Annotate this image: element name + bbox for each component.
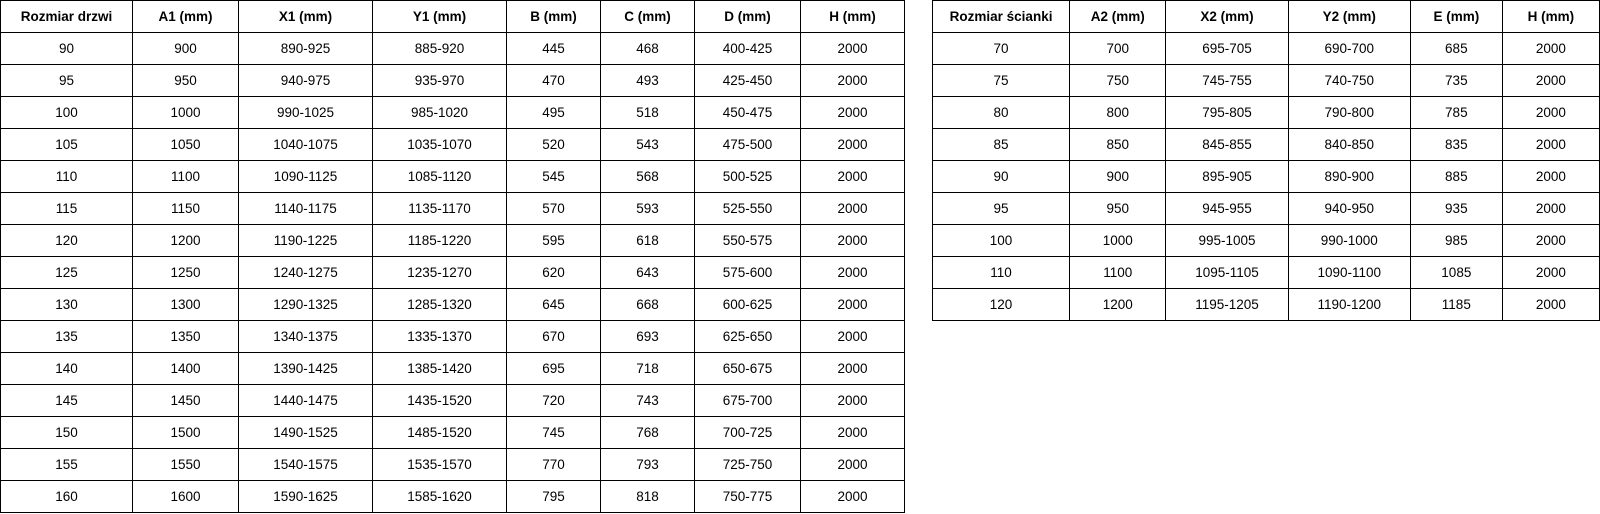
doors-cell: 495 [507,97,601,129]
doors-cell: 700-725 [695,417,801,449]
walls-cell: 995-1005 [1166,225,1288,257]
doors-cell: 1435-1520 [373,385,507,417]
doors-cell: 890-925 [239,33,373,65]
doors-cell: 475-500 [695,129,801,161]
doors-cell: 125 [1,257,133,289]
doors-cell: 2000 [801,97,905,129]
doors-cell: 500-525 [695,161,801,193]
table-header-row [933,1,1600,33]
walls-column-header: Rozmiar ścianki [933,1,1070,33]
walls-dimensions-table [932,0,1600,321]
doors-cell: 575-600 [695,257,801,289]
doors-cell: 718 [601,353,695,385]
doors-cell: 670 [507,321,601,353]
doors-cell: 1440-1475 [239,385,373,417]
doors-column-header: H (mm) [801,1,905,33]
table-row [1,321,905,353]
doors-cell: 115 [1,193,133,225]
doors-cell: 990-1025 [239,97,373,129]
doors-cell: 1050 [133,129,239,161]
walls-cell: 2000 [1502,97,1599,129]
walls-cell: 695-705 [1166,33,1288,65]
doors-cell: 2000 [801,353,905,385]
walls-cell: 1090-1100 [1288,257,1410,289]
walls-table-container [932,0,1600,321]
doors-cell: 1240-1275 [239,257,373,289]
walls-cell: 890-900 [1288,161,1410,193]
doors-cell: 95 [1,65,133,97]
table-row [933,225,1600,257]
doors-cell: 675-700 [695,385,801,417]
walls-cell: 85 [933,129,1070,161]
doors-cell: 1385-1420 [373,353,507,385]
doors-cell: 645 [507,289,601,321]
walls-cell: 900 [1070,161,1166,193]
doors-cell: 2000 [801,129,905,161]
doors-table-head [1,1,905,33]
table-row [1,193,905,225]
doors-cell: 950 [133,65,239,97]
doors-cell: 1085-1120 [373,161,507,193]
doors-cell: 2000 [801,417,905,449]
doors-cell: 445 [507,33,601,65]
doors-cell: 105 [1,129,133,161]
walls-cell: 1000 [1070,225,1166,257]
table-row [1,65,905,97]
table-row [1,353,905,385]
doors-cell: 1400 [133,353,239,385]
doors-cell: 2000 [801,289,905,321]
doors-cell: 770 [507,449,601,481]
walls-cell: 2000 [1502,65,1599,97]
walls-cell: 95 [933,193,1070,225]
walls-cell: 1190-1200 [1288,289,1410,321]
doors-cell: 1585-1620 [373,481,507,513]
doors-cell: 1035-1070 [373,129,507,161]
doors-cell: 668 [601,289,695,321]
walls-cell: 2000 [1502,161,1599,193]
doors-cell: 100 [1,97,133,129]
doors-cell: 2000 [801,449,905,481]
table-row [933,33,1600,65]
walls-cell: 80 [933,97,1070,129]
doors-cell: 2000 [801,321,905,353]
doors-cell: 1235-1270 [373,257,507,289]
walls-cell: 1200 [1070,289,1166,321]
walls-cell: 745-755 [1166,65,1288,97]
doors-cell: 643 [601,257,695,289]
doors-column-header: B (mm) [507,1,601,33]
doors-cell: 1090-1125 [239,161,373,193]
doors-column-header: X1 (mm) [239,1,373,33]
doors-cell: 1485-1520 [373,417,507,449]
doors-column-header: C (mm) [601,1,695,33]
doors-cell: 470 [507,65,601,97]
table-header-row [1,1,905,33]
doors-cell: 2000 [801,65,905,97]
doors-cell: 493 [601,65,695,97]
doors-cell: 1450 [133,385,239,417]
doors-cell: 725-750 [695,449,801,481]
table-row [1,449,905,481]
walls-cell: 100 [933,225,1070,257]
doors-cell: 1590-1625 [239,481,373,513]
doors-cell: 90 [1,33,133,65]
walls-cell: 685 [1410,33,1502,65]
doors-cell: 160 [1,481,133,513]
doors-cell: 620 [507,257,601,289]
doors-column-header: Rozmiar drzwi [1,1,133,33]
walls-cell: 75 [933,65,1070,97]
doors-cell: 2000 [801,193,905,225]
doors-cell: 625-650 [695,321,801,353]
doors-cell: 450-475 [695,97,801,129]
table-row [1,385,905,417]
doors-cell: 1150 [133,193,239,225]
walls-table-head [933,1,1600,33]
doors-cell: 1185-1220 [373,225,507,257]
doors-cell: 1250 [133,257,239,289]
walls-cell: 940-950 [1288,193,1410,225]
table-row [1,481,905,513]
doors-cell: 1340-1375 [239,321,373,353]
doors-cell: 1140-1175 [239,193,373,225]
doors-cell: 568 [601,161,695,193]
doors-cell: 1290-1325 [239,289,373,321]
walls-cell: 945-955 [1166,193,1288,225]
doors-cell: 2000 [801,225,905,257]
doors-cell: 595 [507,225,601,257]
doors-cell: 545 [507,161,601,193]
doors-cell: 618 [601,225,695,257]
walls-cell: 850 [1070,129,1166,161]
table-row [1,97,905,129]
doors-cell: 768 [601,417,695,449]
walls-cell: 2000 [1502,129,1599,161]
doors-cell: 1350 [133,321,239,353]
doors-cell: 1540-1575 [239,449,373,481]
doors-cell: 940-975 [239,65,373,97]
walls-cell: 2000 [1502,193,1599,225]
doors-table-body [1,33,905,513]
doors-cell: 900 [133,33,239,65]
table-row [933,161,1600,193]
walls-cell: 885 [1410,161,1502,193]
walls-cell: 70 [933,33,1070,65]
table-row [1,129,905,161]
table-row [1,417,905,449]
table-row [933,257,1600,289]
walls-cell: 90 [933,161,1070,193]
walls-cell: 935 [1410,193,1502,225]
walls-column-header: H (mm) [1502,1,1599,33]
doors-column-header: Y1 (mm) [373,1,507,33]
walls-cell: 1100 [1070,257,1166,289]
doors-cell: 525-550 [695,193,801,225]
walls-cell: 845-855 [1166,129,1288,161]
doors-cell: 743 [601,385,695,417]
doors-cell: 543 [601,129,695,161]
doors-cell: 1550 [133,449,239,481]
doors-cell: 593 [601,193,695,225]
doors-column-header: A1 (mm) [133,1,239,33]
doors-cell: 1200 [133,225,239,257]
doors-cell: 550-575 [695,225,801,257]
table-row [1,257,905,289]
walls-cell: 840-850 [1288,129,1410,161]
doors-cell: 135 [1,321,133,353]
table-row [933,289,1600,321]
walls-cell: 790-800 [1288,97,1410,129]
doors-cell: 695 [507,353,601,385]
doors-cell: 1285-1320 [373,289,507,321]
doors-cell: 400-425 [695,33,801,65]
walls-cell: 950 [1070,193,1166,225]
walls-cell: 895-905 [1166,161,1288,193]
doors-cell: 518 [601,97,695,129]
table-row [933,97,1600,129]
walls-column-header: E (mm) [1410,1,1502,33]
walls-cell: 985 [1410,225,1502,257]
doors-cell: 2000 [801,33,905,65]
doors-cell: 795 [507,481,601,513]
doors-cell: 520 [507,129,601,161]
walls-cell: 1095-1105 [1166,257,1288,289]
table-row [933,129,1600,161]
walls-cell: 2000 [1502,33,1599,65]
table-row [1,161,905,193]
table-row [1,289,905,321]
doors-cell: 1390-1425 [239,353,373,385]
doors-cell: 650-675 [695,353,801,385]
doors-cell: 140 [1,353,133,385]
doors-cell: 935-970 [373,65,507,97]
doors-cell: 1535-1570 [373,449,507,481]
doors-cell: 110 [1,161,133,193]
doors-cell: 885-920 [373,33,507,65]
walls-column-header: X2 (mm) [1166,1,1288,33]
doors-cell: 1600 [133,481,239,513]
walls-cell: 990-1000 [1288,225,1410,257]
doors-column-header: D (mm) [695,1,801,33]
doors-cell: 793 [601,449,695,481]
doors-cell: 468 [601,33,695,65]
walls-cell: 1195-1205 [1166,289,1288,321]
table-row [933,193,1600,225]
walls-cell: 2000 [1502,225,1599,257]
doors-cell: 720 [507,385,601,417]
walls-cell: 120 [933,289,1070,321]
doors-cell: 1190-1225 [239,225,373,257]
doors-cell: 145 [1,385,133,417]
doors-cell: 1040-1075 [239,129,373,161]
walls-cell: 800 [1070,97,1166,129]
doors-cell: 425-450 [695,65,801,97]
doors-cell: 2000 [801,257,905,289]
walls-cell: 110 [933,257,1070,289]
doors-cell: 600-625 [695,289,801,321]
walls-cell: 1185 [1410,289,1502,321]
walls-table-body [933,33,1600,321]
doors-cell: 693 [601,321,695,353]
doors-cell: 120 [1,225,133,257]
doors-cell: 1490-1525 [239,417,373,449]
doors-cell: 745 [507,417,601,449]
walls-cell: 740-750 [1288,65,1410,97]
walls-cell: 690-700 [1288,33,1410,65]
walls-cell: 785 [1410,97,1502,129]
doors-cell: 155 [1,449,133,481]
table-row [1,225,905,257]
doors-cell: 1135-1170 [373,193,507,225]
doors-cell: 150 [1,417,133,449]
doors-cell: 818 [601,481,695,513]
doors-cell: 570 [507,193,601,225]
doors-cell: 1500 [133,417,239,449]
walls-column-header: Y2 (mm) [1288,1,1410,33]
walls-cell: 795-805 [1166,97,1288,129]
walls-cell: 735 [1410,65,1502,97]
doors-cell: 130 [1,289,133,321]
table-row [1,33,905,65]
walls-cell: 835 [1410,129,1502,161]
walls-cell: 2000 [1502,257,1599,289]
walls-cell: 700 [1070,33,1166,65]
doors-cell: 2000 [801,385,905,417]
walls-cell: 2000 [1502,289,1599,321]
walls-cell: 1085 [1410,257,1502,289]
doors-cell: 1335-1370 [373,321,507,353]
doors-cell: 1100 [133,161,239,193]
doors-cell: 2000 [801,161,905,193]
doors-cell: 2000 [801,481,905,513]
walls-column-header: A2 (mm) [1070,1,1166,33]
table-row [933,65,1600,97]
doors-cell: 750-775 [695,481,801,513]
walls-cell: 750 [1070,65,1166,97]
doors-cell: 1000 [133,97,239,129]
doors-cell: 985-1020 [373,97,507,129]
doors-cell: 1300 [133,289,239,321]
